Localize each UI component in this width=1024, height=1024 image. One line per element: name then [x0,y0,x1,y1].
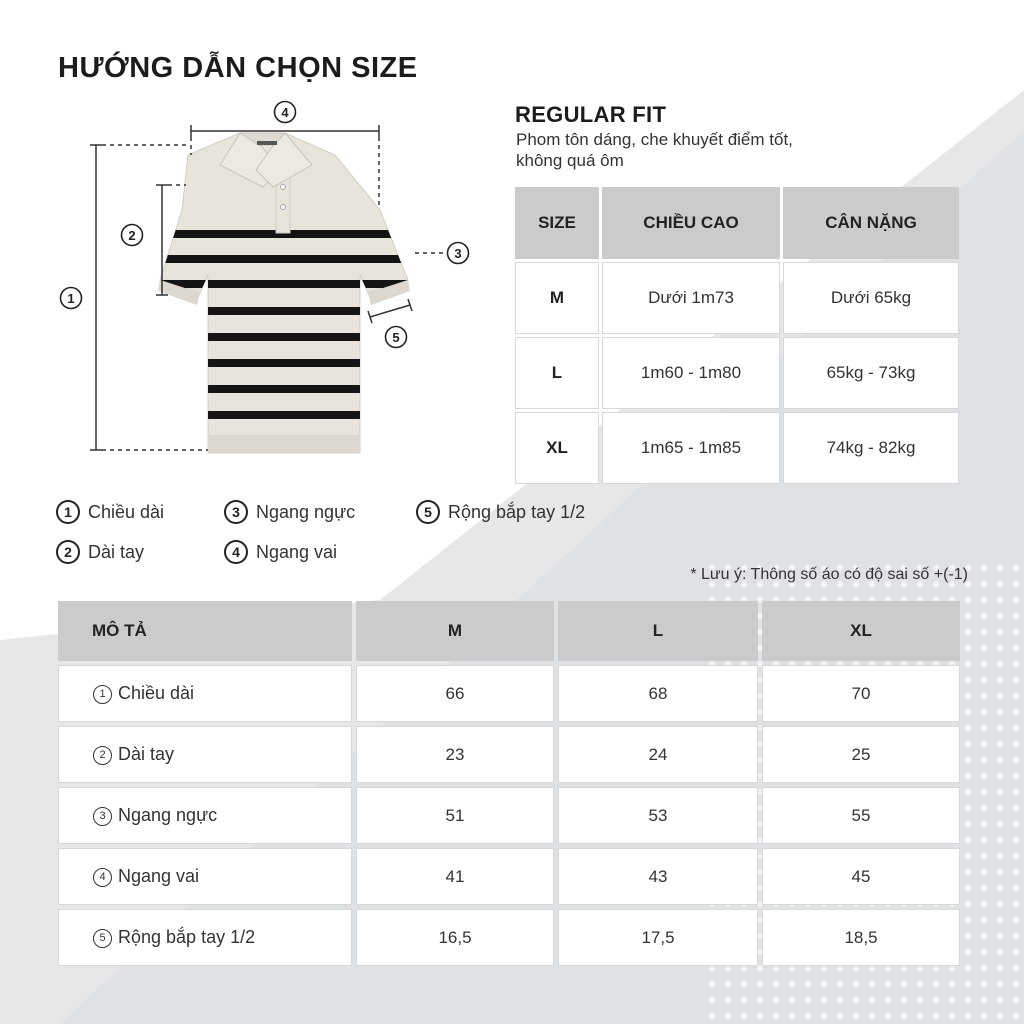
legend-item-shoulder [224,540,337,564]
value-xl: 18,5 [762,909,960,966]
value-l: 17,5 [558,909,758,966]
legend-label: Ngang ngực [256,501,356,522]
measurement-row-length [58,665,960,722]
legend-item-length [56,500,164,524]
measurement-row-chest [58,787,960,844]
marker-2-label: 2 [128,228,136,243]
value-l: 43 [558,848,758,905]
description-header: MÔ TẢ [58,601,352,661]
marker-4-icon: 4 [224,540,248,564]
value-l: 24 [558,726,758,783]
size-table-row [515,337,959,409]
marker-4 [275,102,296,123]
fit-description-line-2: không quá ôm [516,151,624,170]
value-xl: 25 [762,726,960,783]
value-l: 68 [558,665,758,722]
size-recommendation-table [512,184,962,487]
measurement-label-text: Dài tay [118,744,175,764]
marker-3-icon: 3 [224,500,248,524]
size-table-row [515,412,959,484]
marker-1-icon: 1 [56,500,80,524]
height-cell: 1m65 - 1m85 [602,412,780,484]
value-m: 23 [356,726,554,783]
measurement-header-row [58,601,960,661]
marker-4-label: 4 [281,105,289,120]
marker-5-icon: 5 [93,929,112,948]
value-xl: 70 [762,665,960,722]
legend-item-sleeve [56,540,144,564]
measurement-row-shoulder [58,848,960,905]
size-xl-header: XL [762,601,960,661]
marker-2-icon: 2 [56,540,80,564]
value-m: 41 [356,848,554,905]
legend-item-bicep [416,500,585,524]
marker-5 [386,327,407,348]
weight-cell: Dưới 65kg [783,262,959,334]
size-m-header: M [356,601,554,661]
measurement-label-text: Ngang ngực [118,805,218,825]
shirt-measurement-diagram [50,95,490,470]
value-m: 51 [356,787,554,844]
marker-3-icon: 3 [93,807,112,826]
value-m: 66 [356,665,554,722]
value-xl: 55 [762,787,960,844]
tolerance-note: * Lưu ý: Thông số áo có độ sai số +(-1) [690,566,968,583]
fit-description [516,129,936,171]
measurement-label [58,787,352,844]
marker-1-icon: 1 [93,685,112,704]
measurement-label-text: Ngang vai [118,866,200,886]
marker-1-label: 1 [67,291,75,306]
size-table-header-row [515,187,959,259]
page-title: HƯỚNG DẪN CHỌN SIZE [58,52,418,84]
weight-header: CÂN NẶNG [783,187,959,259]
size-l-header: L [558,601,758,661]
size-cell: M [515,262,599,334]
legend-label: Dài tay [88,541,145,562]
size-cell: L [515,337,599,409]
measurement-label [58,909,352,966]
marker-3-label: 3 [454,246,462,261]
legend-label: Rộng bắp tay 1/2 [448,501,586,522]
marker-2-icon: 2 [93,746,112,765]
marker-5-icon: 5 [416,500,440,524]
size-header: SIZE [515,187,599,259]
weight-cell: 74kg - 82kg [783,412,959,484]
height-cell: 1m60 - 1m80 [602,337,780,409]
height-header: CHIỀU CAO [602,187,780,259]
measurement-row-bicep [58,909,960,966]
measurement-table [54,597,964,970]
marker-5-label: 5 [392,330,400,345]
measurement-label [58,726,352,783]
value-m: 16,5 [356,909,554,966]
value-l: 53 [558,787,758,844]
measurement-row-sleeve [58,726,960,783]
measurement-label-text: Rộng bắp tay 1/2 [118,927,256,947]
fit-title: REGULAR FIT [515,102,667,127]
height-cell: Dưới 1m73 [602,262,780,334]
weight-cell: 65kg - 73kg [783,337,959,409]
polo-shirt-illustration [50,95,490,470]
legend-item-chest [224,500,355,524]
fit-description-line-1: Phom tôn dáng, che khuyết điểm tốt, [516,130,793,149]
size-table-row [515,262,959,334]
value-xl: 45 [762,848,960,905]
size-cell: XL [515,412,599,484]
marker-2 [122,225,143,246]
measurement-label-text: Chiều dài [118,683,195,703]
measurement-legend [56,500,656,580]
measurement-label [58,665,352,722]
marker-4-icon: 4 [93,868,112,887]
measurement-label [58,848,352,905]
legend-label: Ngang vai [256,541,338,562]
marker-3 [448,243,469,264]
legend-label: Chiều dài [88,501,165,522]
marker-1 [61,288,82,309]
